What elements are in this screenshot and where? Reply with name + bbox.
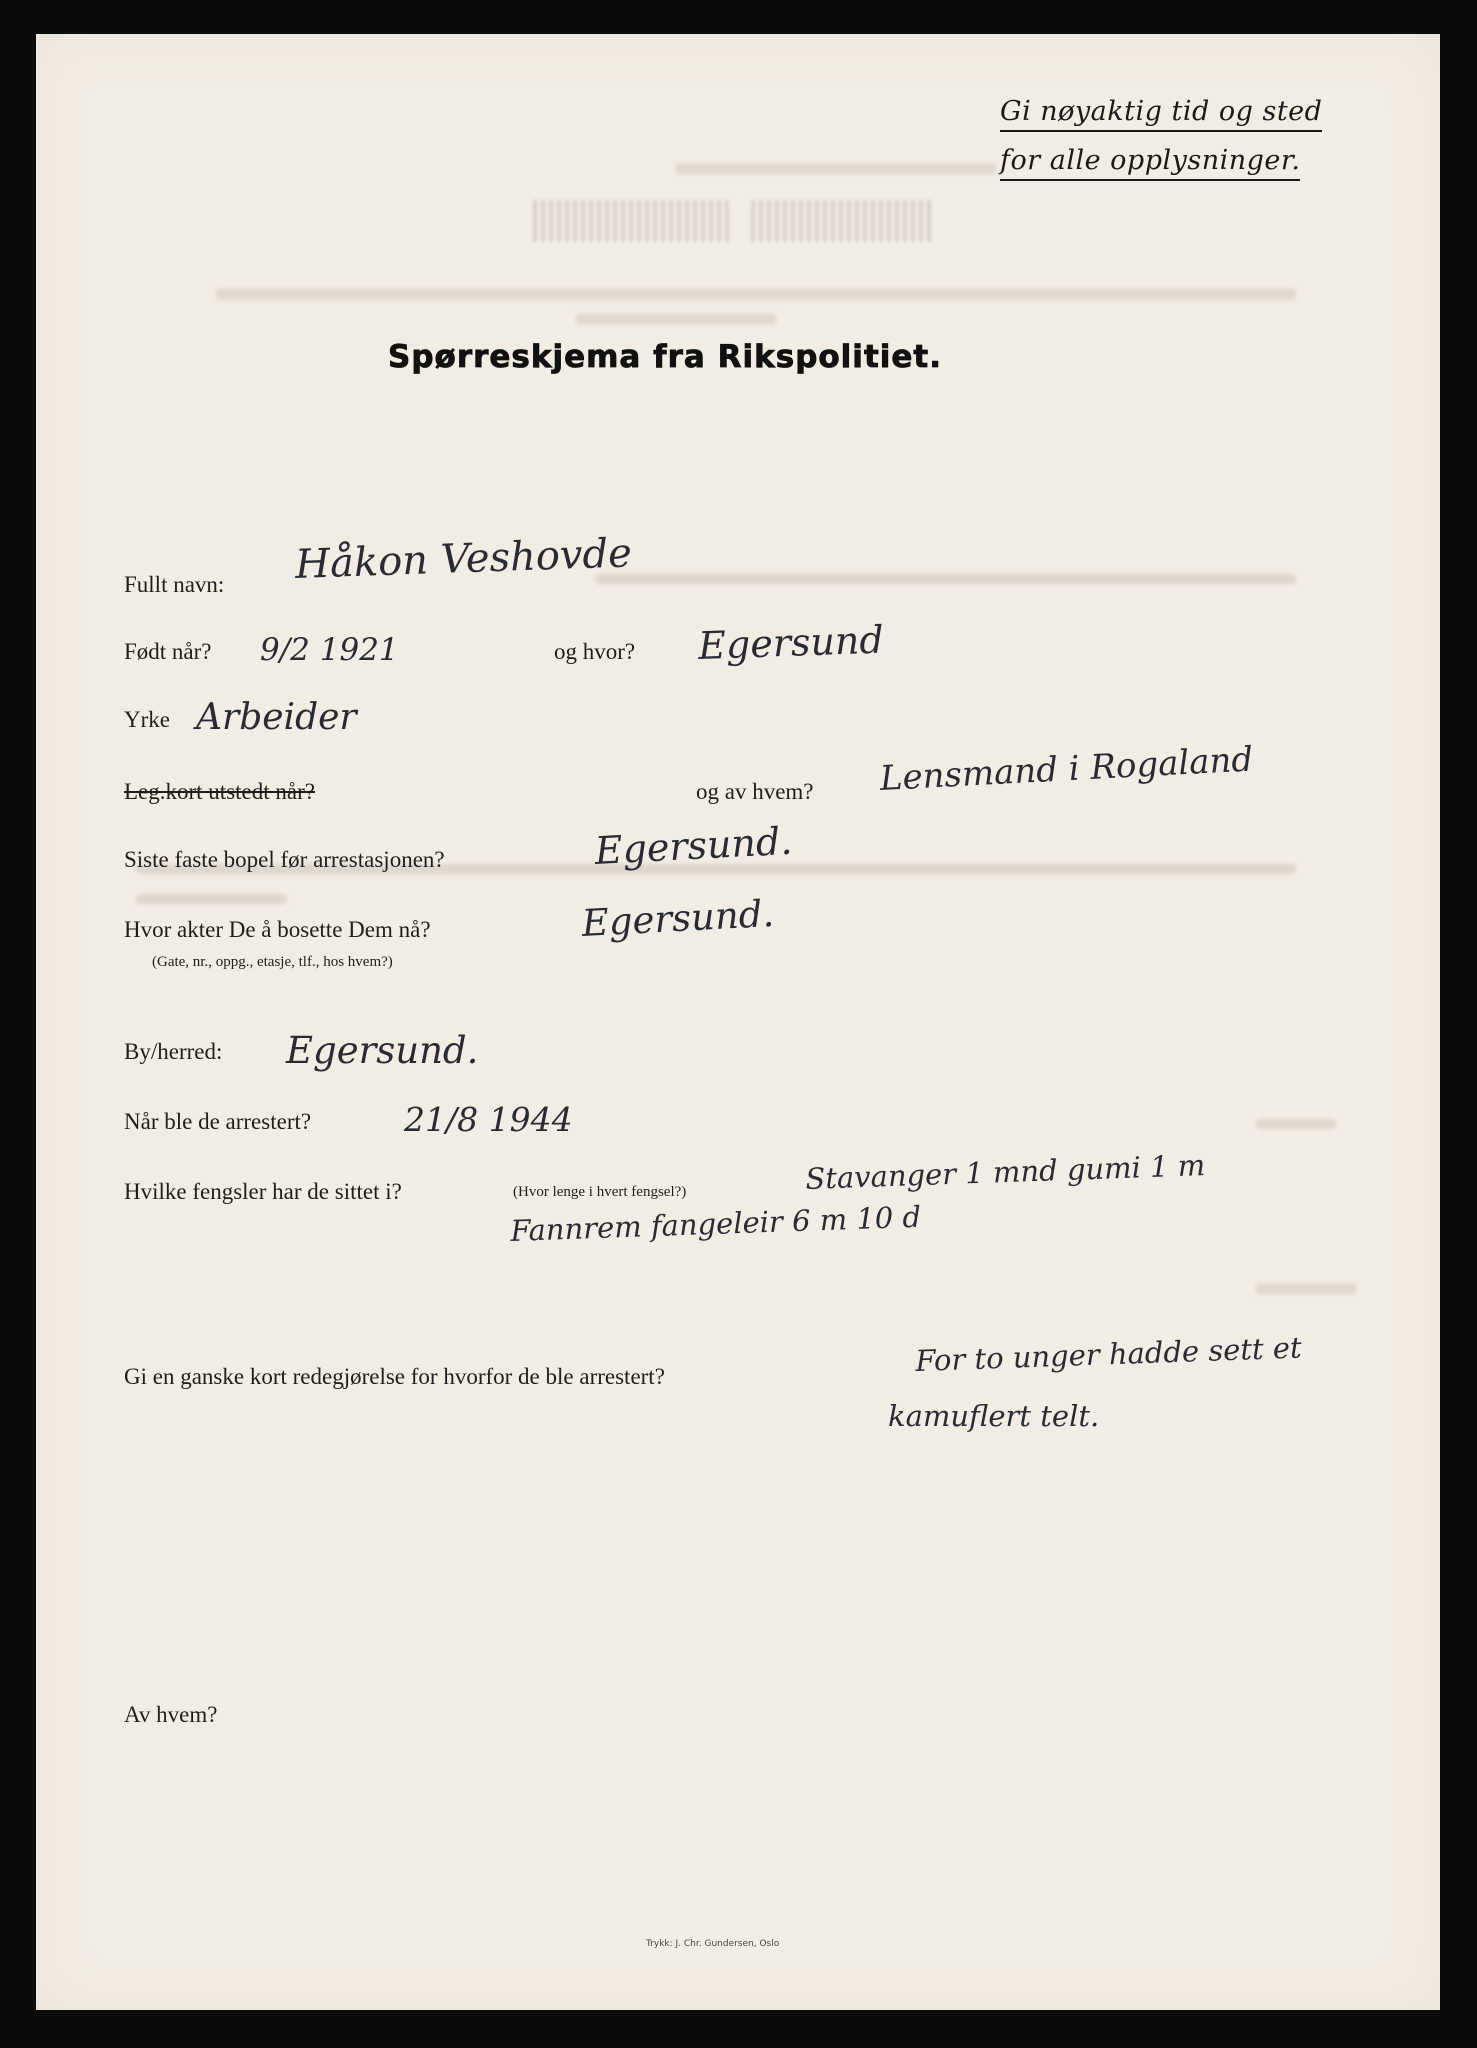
- by-whom-label: Av hvem?: [124, 1702, 218, 1727]
- bleed-through-line: [1256, 1119, 1336, 1129]
- issued-by-value: Lensmand i Rogaland: [878, 739, 1255, 799]
- reason-value-line1: For to unger hadde sett et: [914, 1330, 1303, 1378]
- born-where-value: Egersund: [697, 617, 885, 668]
- reason-value-line2: kamuflert telt.: [888, 1399, 1100, 1433]
- settle-hint: (Gate, nr., oppg., etasje, tlf., hos hvem?): [152, 954, 393, 970]
- header-note-line1: Gi nøyaktig tid og sted: [1000, 96, 1322, 132]
- form-title: Spørreskjema fra Rikspolitiet.: [388, 339, 943, 375]
- born-when-label: Født når?: [124, 639, 212, 664]
- arrested-label: Når ble de arrestert?: [124, 1109, 312, 1134]
- reason-label: [124, 1364, 665, 1390]
- bleed-through-mark: [533, 200, 731, 242]
- arrested-value: 21/8 1944: [404, 1100, 573, 1139]
- born-where-label: og hvor?: [554, 639, 636, 664]
- settle-label: Hvor akter De å bosette Dem nå?: [124, 917, 431, 942]
- reason-label-text: Gi en ganske kort redegjørelse for hvorfor de ble arrestert?: [124, 1364, 665, 1389]
- prisons-label: Hvilke fengsler har de sittet i?: [124, 1179, 402, 1204]
- bleed-through-line: [596, 574, 1296, 584]
- prisons-hint: (Hvor lenge i hvert fengsel?): [513, 1184, 687, 1200]
- name-value: Håkon Veshovde: [294, 530, 633, 588]
- issued-by-label: og av hvem?: [696, 779, 814, 804]
- name-label: Fullt navn:: [124, 572, 225, 597]
- settle-value: Egersund.: [580, 891, 776, 945]
- bleed-through-line: [136, 894, 286, 904]
- born-when-value: 9/2 1921: [260, 632, 399, 668]
- form-page: [36, 34, 1440, 2010]
- occupation-label: Yrke: [124, 707, 170, 732]
- printer-imprint: Trykk: J. Chr. Gundersen, Oslo: [646, 1939, 780, 1949]
- bleed-through-mark: [751, 200, 934, 242]
- bleed-through-line: [1256, 1284, 1356, 1294]
- prisons-value-line1: Stavanger 1 mnd gumi 1 m: [804, 1148, 1206, 1196]
- legkort-label: Leg.kort utstedt når?: [124, 779, 315, 804]
- bleed-through-line: [676, 164, 996, 174]
- header-note-line2: for alle opplysninger.: [1000, 145, 1300, 181]
- last-residence-value: Egersund.: [593, 818, 794, 873]
- last-residence-label: Siste faste bopel før arrestasjonen?: [124, 847, 445, 872]
- occupation-value: Arbeider: [196, 697, 357, 738]
- bleed-through-line: [216, 289, 1296, 299]
- town-value: Egersund.: [286, 1029, 479, 1072]
- prisons-value-line2: Fannrem fangeleir 6 m 10 d: [509, 1199, 922, 1248]
- bleed-through-line: [576, 314, 776, 324]
- town-label: By/herred:: [124, 1039, 223, 1064]
